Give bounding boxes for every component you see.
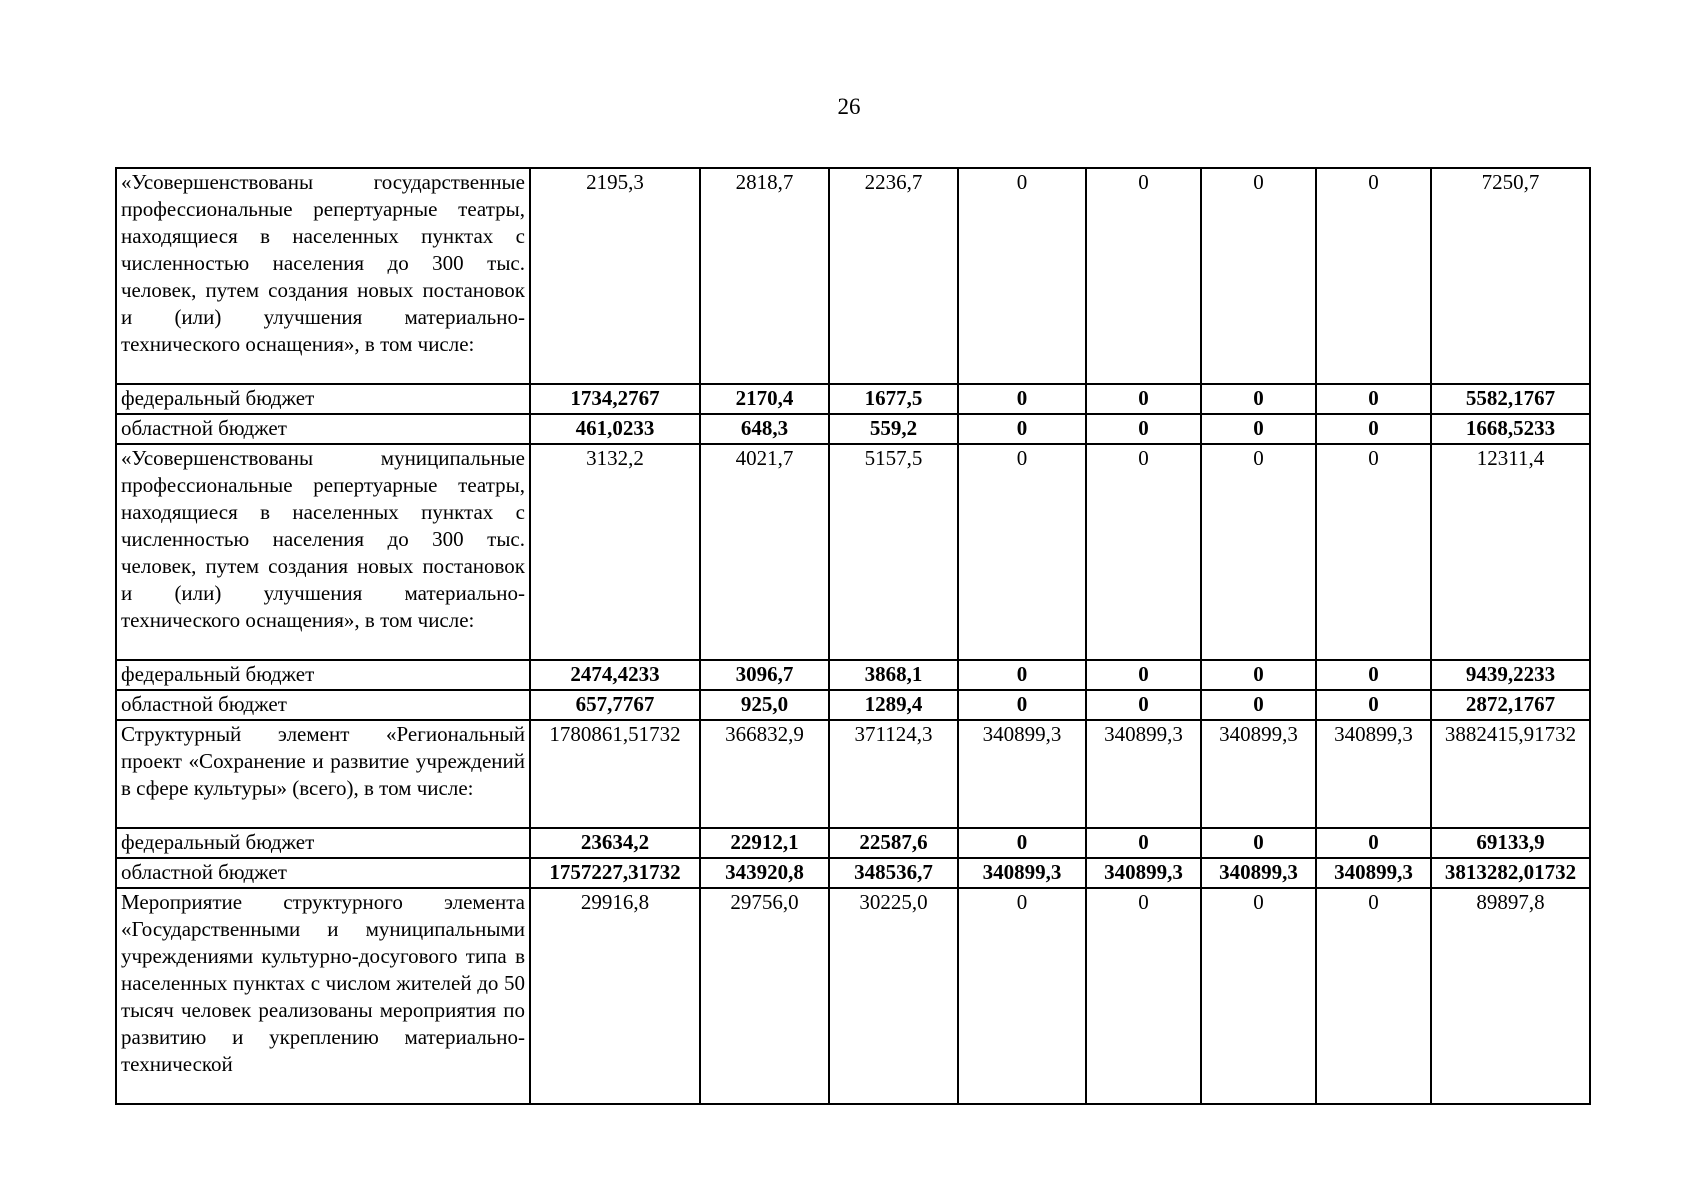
value-cell: 0 [1316, 690, 1431, 720]
value-cell: 89897,8 [1431, 888, 1590, 1104]
value-cell: 0 [1201, 414, 1316, 444]
value-cell: 925,0 [700, 690, 829, 720]
value-cell: 0 [958, 690, 1086, 720]
table-row [116, 888, 1590, 1104]
table-row [116, 720, 1590, 828]
value-cell: 12311,4 [1431, 444, 1590, 660]
value-cell: 340899,3 [1201, 720, 1316, 828]
value-cell: 0 [1316, 444, 1431, 660]
value-cell: 0 [1086, 660, 1201, 690]
row-label: Структурный элемент «Региональный проект «Сохранение и развитие учреждений в сфере культуры» (всего), в том числе: [116, 720, 530, 828]
value-cell: 0 [958, 660, 1086, 690]
value-cell: 3813282,01732 [1431, 858, 1590, 888]
row-label: «Усовершенствованы государственные профессиональные репертуарные театры, находящиеся в населенных пунктах с численностью населения до 300 тыс. человек, путем создания новых постановок и (или) улучшения материально-технического оснащения», в том числе: [116, 168, 530, 384]
value-cell: 2818,7 [700, 168, 829, 384]
value-cell: 343920,8 [700, 858, 829, 888]
value-cell: 0 [1201, 828, 1316, 858]
value-cell: 340899,3 [1201, 858, 1316, 888]
value-cell: 3882415,91732 [1431, 720, 1590, 828]
row-label: федеральный бюджет [116, 828, 530, 858]
table-row [116, 168, 1590, 384]
value-cell: 22587,6 [829, 828, 958, 858]
value-cell: 371124,3 [829, 720, 958, 828]
value-cell: 22912,1 [700, 828, 829, 858]
value-cell: 0 [1086, 444, 1201, 660]
value-cell: 0 [1201, 444, 1316, 660]
value-cell: 0 [958, 888, 1086, 1104]
row-label: областной бюджет [116, 858, 530, 888]
value-cell: 340899,3 [1086, 858, 1201, 888]
value-cell: 0 [1086, 414, 1201, 444]
value-cell: 0 [958, 384, 1086, 414]
value-cell: 340899,3 [958, 858, 1086, 888]
value-cell: 1677,5 [829, 384, 958, 414]
value-cell: 0 [1201, 384, 1316, 414]
value-cell: 340899,3 [1316, 720, 1431, 828]
value-cell: 0 [1316, 828, 1431, 858]
row-label: областной бюджет [116, 414, 530, 444]
table-row [116, 690, 1590, 720]
row-label: областной бюджет [116, 690, 530, 720]
value-cell: 0 [1201, 660, 1316, 690]
value-cell: 0 [1201, 690, 1316, 720]
value-cell: 3096,7 [700, 660, 829, 690]
table-row [116, 858, 1590, 888]
value-cell: 29756,0 [700, 888, 829, 1104]
value-cell: 559,2 [829, 414, 958, 444]
value-cell: 348536,7 [829, 858, 958, 888]
value-cell: 0 [1316, 888, 1431, 1104]
value-cell: 0 [1086, 690, 1201, 720]
table-row [116, 444, 1590, 660]
table-row [116, 414, 1590, 444]
value-cell: 1668,5233 [1431, 414, 1590, 444]
value-cell: 4021,7 [700, 444, 829, 660]
value-cell: 2170,4 [700, 384, 829, 414]
value-cell: 23634,2 [530, 828, 700, 858]
value-cell: 2195,3 [530, 168, 700, 384]
value-cell: 0 [1316, 168, 1431, 384]
value-cell: 340899,3 [1316, 858, 1431, 888]
value-cell: 340899,3 [1086, 720, 1201, 828]
value-cell: 2236,7 [829, 168, 958, 384]
value-cell: 0 [1316, 414, 1431, 444]
row-label: федеральный бюджет [116, 384, 530, 414]
value-cell: 1757227,31732 [530, 858, 700, 888]
row-label: «Усовершенствованы муниципальные профессиональные репертуарные театры, находящиеся в населенных пунктах с численностью населения до 300 тыс. человек, путем создания новых постановок и (или) улучшения материально-технического оснащения», в том числе: [116, 444, 530, 660]
value-cell: 5582,1767 [1431, 384, 1590, 414]
budget-table-body [116, 168, 1590, 1104]
value-cell: 0 [1086, 888, 1201, 1104]
table-row [116, 828, 1590, 858]
value-cell: 29916,8 [530, 888, 700, 1104]
value-cell: 0 [1316, 384, 1431, 414]
value-cell: 657,7767 [530, 690, 700, 720]
value-cell: 0 [1086, 828, 1201, 858]
row-label: Мероприятие структурного элемента «Государственными и муниципальными учреждениями культурно-досугового типа в населенных пунктах с числом жителей до 50 тысяч человек реализованы мероприятия по развитию и укреплению материально-технической [116, 888, 530, 1104]
value-cell: 0 [958, 828, 1086, 858]
value-cell: 2474,4233 [530, 660, 700, 690]
page-number: 26 [837, 94, 861, 119]
value-cell: 0 [1201, 888, 1316, 1104]
value-cell: 0 [958, 444, 1086, 660]
value-cell: 0 [958, 414, 1086, 444]
table-row [116, 660, 1590, 690]
value-cell: 0 [1086, 168, 1201, 384]
value-cell: 0 [1201, 168, 1316, 384]
value-cell: 5157,5 [829, 444, 958, 660]
value-cell: 2872,1767 [1431, 690, 1590, 720]
value-cell: 7250,7 [1431, 168, 1590, 384]
budget-table [115, 167, 1591, 1105]
value-cell: 69133,9 [1431, 828, 1590, 858]
value-cell: 340899,3 [958, 720, 1086, 828]
value-cell: 3868,1 [829, 660, 958, 690]
value-cell: 0 [1316, 660, 1431, 690]
value-cell: 461,0233 [530, 414, 700, 444]
row-label: федеральный бюджет [116, 660, 530, 690]
value-cell: 3132,2 [530, 444, 700, 660]
value-cell: 1734,2767 [530, 384, 700, 414]
value-cell: 366832,9 [700, 720, 829, 828]
value-cell: 648,3 [700, 414, 829, 444]
table-row [116, 384, 1590, 414]
value-cell: 9439,2233 [1431, 660, 1590, 690]
value-cell: 0 [958, 168, 1086, 384]
value-cell: 30225,0 [829, 888, 958, 1104]
value-cell: 1289,4 [829, 690, 958, 720]
value-cell: 1780861,51732 [530, 720, 700, 828]
value-cell: 0 [1086, 384, 1201, 414]
